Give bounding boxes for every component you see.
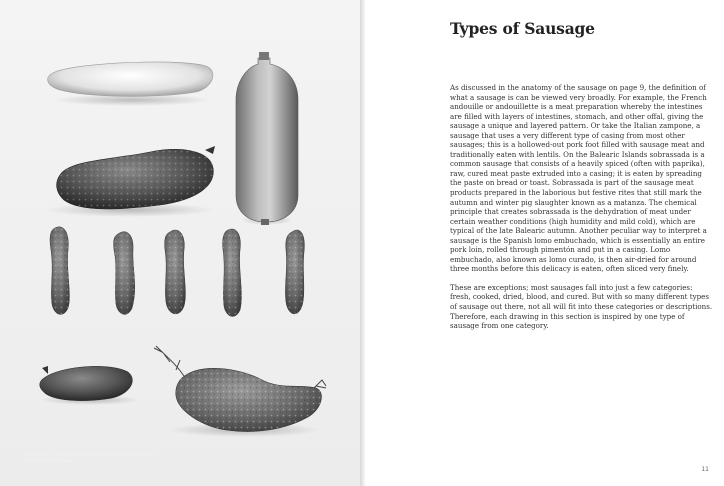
bologna-sausage bbox=[236, 52, 298, 225]
dried-sausage-1 bbox=[50, 227, 69, 315]
dried-sausage-2 bbox=[114, 232, 135, 315]
tied-salami bbox=[154, 346, 326, 437]
paragraph-1: As discussed in the anatomy of the sausage on page 9, the definition of what a sausage is can be viewed very broadly. For example, the French andouille or andouillette is a meat preparation whereby the intestines are filled with layers of intestines, stomach, and other offal, giving the sausage a unique and layered pattern. Or take the Italian zampone, a sausage that uses a very different type of casing from most other sausages; this is a hollowed-out pork foot filled with sausage meat and traditionally eaten with lentils. On the Balearic Islands sobrassada is a common sausage that consists of a heavily spiced (often with paprika), raw, cured meat paste extruded into a casing; it is eaten by spreading the paste on bread or toast. Sobrassada is part of the sausage meat products prepared in the laborious but festive rites that still mark the autumn and winter pig slaughter known as a matanza. The chemical principle that creates sobrassada is the dehydration of meat under certain weather conditions (high humidity and mild cold), which are typical of the late Balearic autumn. Another peculiar way to interpret a sausage is the Spanish lomo embuchado, which is essentially an entire pork loin, rolled through pimentón and put in a casing. Lomo embuchado, also known as lomo curado, is then air-dried for around three months before this delicacy is eaten, often sliced very finely. bbox=[450, 83, 707, 274]
frankfurter-sausage bbox=[48, 62, 213, 106]
page-title: Types of Sausage bbox=[450, 19, 595, 38]
dried-sausage-4 bbox=[223, 229, 242, 316]
paragraph-2: These are exceptions; most sausages fall into just a few categories: fresh, cooked, dried, blood, and cured. But with so many different types of sausage out there, not all will fit into these categories or descriptions. Therefore, each drawing in this section is inspired by one type of sausage from one category. bbox=[450, 282, 713, 331]
body-text bbox=[450, 83, 715, 340]
curved-cured-sausage bbox=[40, 366, 140, 405]
text-page bbox=[366, 0, 724, 486]
blood-sausage bbox=[45, 146, 215, 217]
dried-sausage-5 bbox=[285, 230, 304, 314]
photo-caption: A selection of sausages (from a supermarket and a local farm) in Catalonia. Photo-collage bbox=[24, 452, 160, 463]
dried-sausage-3 bbox=[165, 230, 186, 314]
page-number: 11 bbox=[701, 466, 709, 473]
